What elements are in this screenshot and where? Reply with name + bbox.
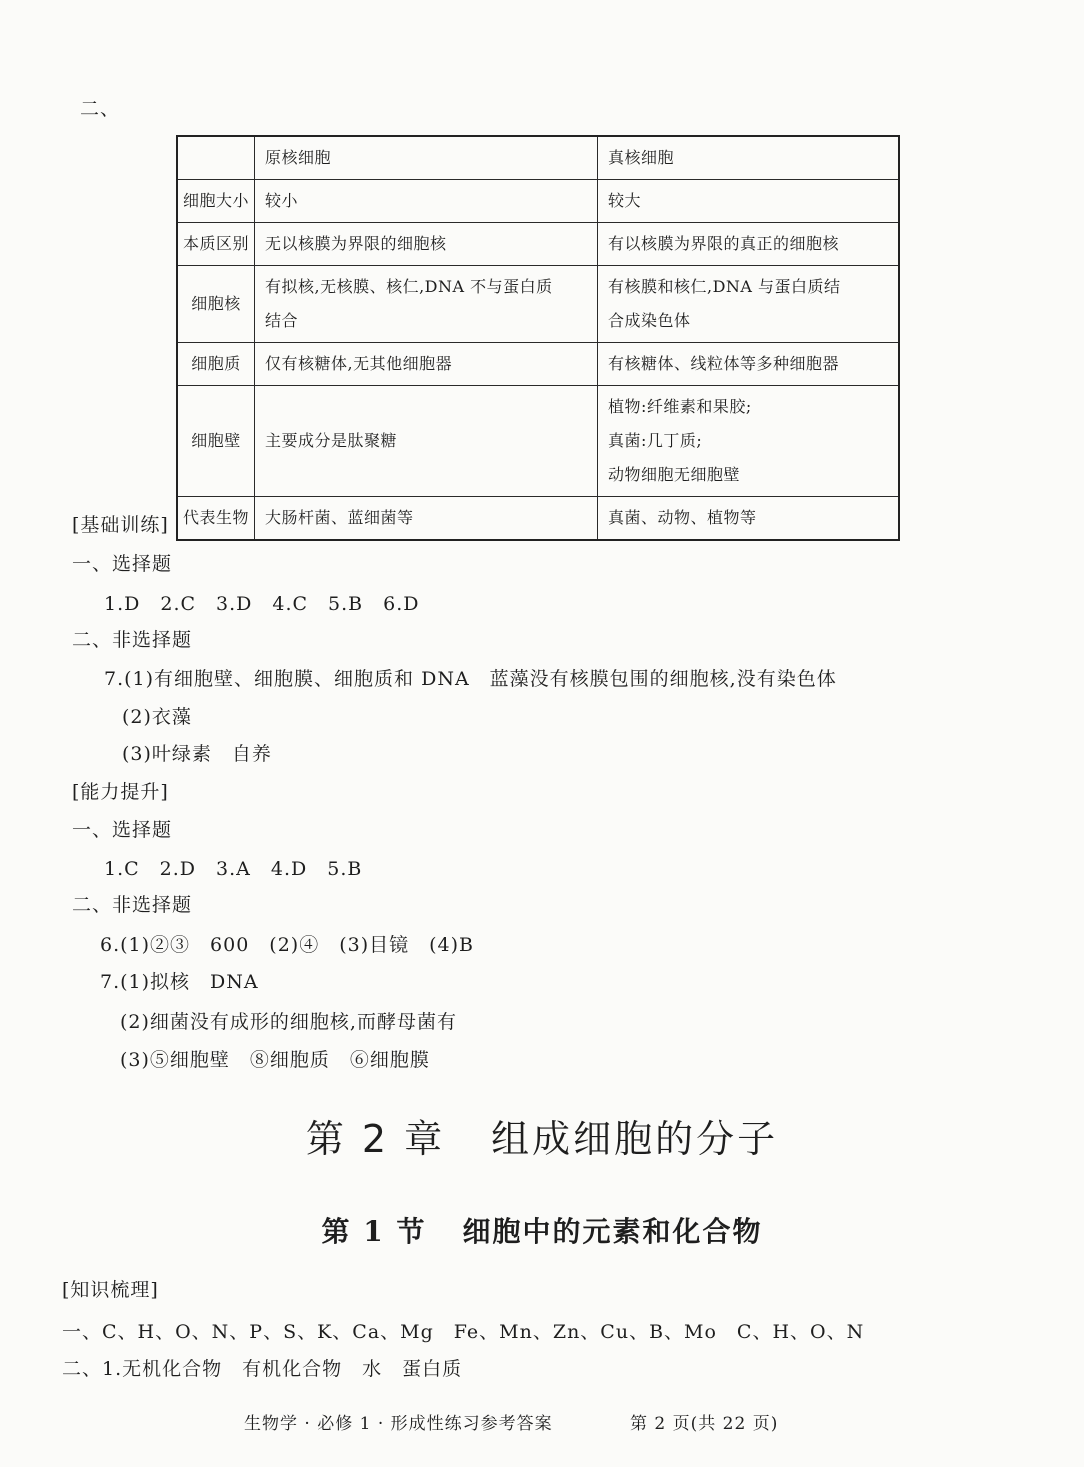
basic-q7-part1: 7.(1)有细胞壁、细胞膜、细胞质和 DNA 蓝藻没有核膜包围的细胞核,没有染色体 bbox=[104, 668, 837, 690]
prokaryote-cell: 主要成分是肽聚糖 bbox=[255, 386, 598, 497]
advanced-q7-part2: (2)细菌没有成形的细胞核,而酵母菌有 bbox=[120, 1011, 457, 1033]
footer-page-number: 第 2 页(共 22 页) bbox=[630, 1414, 779, 1434]
table-header-cell bbox=[177, 136, 255, 180]
basic-q7-part2: (2)衣藻 bbox=[122, 706, 192, 728]
basic-choice-title: 一、选择题 bbox=[72, 553, 173, 575]
row-label: 细胞核 bbox=[177, 266, 255, 343]
knowledge-title: [知识梳理] bbox=[62, 1279, 159, 1301]
cell-line: 真菌:几丁质; bbox=[608, 431, 703, 450]
row-label: 细胞大小 bbox=[177, 180, 255, 223]
chapter-title: 组成细胞的分子 bbox=[491, 1117, 779, 1161]
table-header-cell: 真核细胞 bbox=[598, 136, 900, 180]
section-number: 第 1 节 bbox=[321, 1215, 427, 1248]
table-row bbox=[177, 266, 899, 343]
eukaryote-cell: 真菌、动物、植物等 bbox=[598, 497, 900, 541]
eukaryote-cell: 较大 bbox=[598, 180, 900, 223]
eukaryote-cell: 有核糖体、线粒体等多种细胞器 bbox=[598, 343, 900, 386]
basic-nonchoice-title: 二、非选择题 bbox=[72, 629, 193, 651]
footer-book-title: 生物学 · 必修 1 · 形成性练习参考答案 bbox=[244, 1414, 553, 1434]
cell-line: 有拟核,无核膜、核仁,DNA 不与蛋白质 bbox=[265, 277, 553, 296]
advanced-choice-title: 一、选择题 bbox=[72, 819, 173, 841]
cell-line: 有核膜和核仁,DNA 与蛋白质结 bbox=[608, 277, 841, 296]
eukaryote-cell bbox=[598, 386, 900, 497]
table-row bbox=[177, 386, 899, 497]
cell-comparison-table bbox=[176, 135, 900, 541]
section-heading bbox=[0, 1210, 1084, 1250]
advanced-q7-part1: 7.(1)拟核 DNA bbox=[100, 971, 259, 993]
basic-training-title: [基础训练] bbox=[72, 514, 169, 536]
prokaryote-cell: 仅有核糖体,无其他细胞器 bbox=[255, 343, 598, 386]
cell-line: 动物细胞无细胞壁 bbox=[608, 465, 741, 484]
advanced-choice-answers: 1.C 2.D 3.A 4.D 5.B bbox=[104, 858, 363, 880]
advanced-q7-part3: (3)⑤细胞壁 ⑧细胞质 ⑥细胞膜 bbox=[120, 1049, 430, 1071]
cell-line: 合成染色体 bbox=[608, 311, 691, 330]
cell-line: 植物:纤维素和果胶; bbox=[608, 397, 752, 416]
knowledge-line-2: 二、1.无机化合物 有机化合物 水 蛋白质 bbox=[62, 1358, 463, 1380]
basic-q7-part3: (3)叶绿素 自养 bbox=[122, 743, 272, 765]
table-row bbox=[177, 343, 899, 386]
knowledge-line-1: 一、C、H、O、N、P、S、K、Ca、Mg Fe、Mn、Zn、Cu、B、Mo C、H、O、N bbox=[62, 1321, 865, 1343]
advanced-title: [能力提升] bbox=[72, 781, 169, 803]
advanced-nonchoice-title: 二、非选择题 bbox=[72, 894, 193, 916]
eukaryote-cell bbox=[598, 266, 900, 343]
row-label: 本质区别 bbox=[177, 223, 255, 266]
table-row bbox=[177, 223, 899, 266]
prokaryote-cell: 较小 bbox=[255, 180, 598, 223]
table-row bbox=[177, 497, 899, 541]
basic-choice-answers: 1.D 2.C 3.D 4.C 5.B 6.D bbox=[104, 593, 420, 615]
table-header-row bbox=[177, 136, 899, 180]
prokaryote-cell: 大肠杆菌、蓝细菌等 bbox=[255, 497, 598, 541]
row-label: 细胞壁 bbox=[177, 386, 255, 497]
section-two-heading: 二、 bbox=[80, 98, 121, 120]
section-title: 细胞中的元素和化合物 bbox=[462, 1215, 763, 1248]
row-label: 细胞质 bbox=[177, 343, 255, 386]
cell-line: 结合 bbox=[265, 311, 299, 330]
table-row bbox=[177, 180, 899, 223]
prokaryote-cell bbox=[255, 266, 598, 343]
table-header-cell: 原核细胞 bbox=[255, 136, 598, 180]
row-label: 代表生物 bbox=[177, 497, 255, 541]
chapter-number: 第 2 章 bbox=[305, 1117, 446, 1161]
advanced-q6: 6.(1)②③ 600 (2)④ (3)目镜 (4)B bbox=[100, 934, 475, 956]
chapter-heading bbox=[0, 1108, 1084, 1163]
prokaryote-cell: 无以核膜为界限的细胞核 bbox=[255, 223, 598, 266]
eukaryote-cell: 有以核膜为界限的真正的细胞核 bbox=[598, 223, 900, 266]
